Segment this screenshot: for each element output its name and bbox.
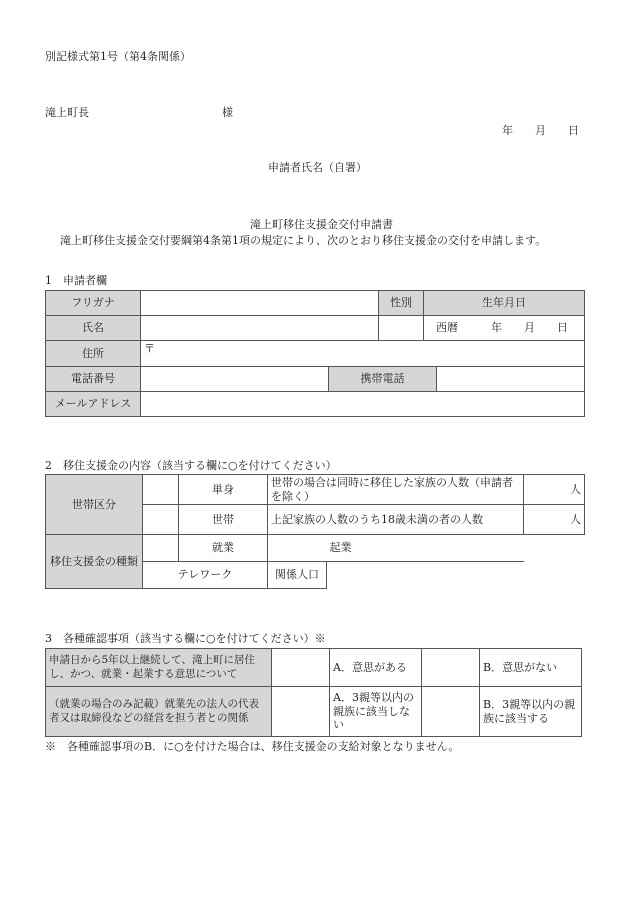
telework-label: テレワーク [143, 562, 268, 589]
furigana-field[interactable] [141, 291, 379, 316]
related-pop-label: 関係人口 [268, 562, 327, 589]
family-count-label: 世帯の場合は同時に移住した家族の人数（申請者を除く） [268, 475, 524, 505]
startup-mark[interactable] [268, 535, 327, 562]
confirmation-table [45, 648, 582, 737]
under18-label: 上記家族の人数のうち18歳未満の者の人数 [268, 505, 524, 535]
mobile-field[interactable] [437, 367, 585, 392]
addressee: 滝上町長 [45, 106, 89, 119]
date-line: 年 月 日 [502, 124, 579, 137]
gender-field[interactable] [379, 316, 424, 341]
applicant-table [45, 290, 585, 417]
address-label: 住所 [46, 341, 141, 367]
single-label: 単身 [179, 475, 268, 505]
form-title: 滝上町移住支援金交付申請書 [250, 218, 393, 231]
q1-a-label: A．意思がある [330, 649, 422, 687]
under18-field[interactable]: 人 [524, 505, 585, 535]
note: ※ 各種確認事項のB．に○を付けた場合は、移住支援金の支給対象となりません。 [45, 740, 460, 753]
gender-label: 性別 [379, 291, 424, 316]
household-type-label: 世帯区分 [46, 475, 143, 535]
q2-a-mark[interactable] [272, 687, 330, 737]
section2-heading: 2 移住支援金の内容（該当する欄に○を付けてください） [45, 459, 337, 472]
mobile-label: 携帯電話 [329, 367, 437, 392]
section3-heading: 3 各種確認事項（該当する欄に○を付けてください）※ [45, 632, 326, 645]
q1-label: 申請日から5年以上継続して、滝上町に居住し、かつ、就業・起業する意思について [46, 649, 272, 687]
q2-b-mark[interactable] [422, 687, 480, 737]
intro-text: 滝上町移住支援金交付要綱第4条第1項の規定により、次のとおり移住支援金の交付を申請します。 [60, 234, 547, 247]
support-table [45, 474, 585, 589]
form-id: 別記様式第1号（第4条関係） [45, 50, 191, 63]
household-label: 世帯 [179, 505, 268, 535]
q2-label: （就業の場合のみ記載）就業先の法人の代表者又は取締役などの経営を担う者との関係 [46, 687, 272, 737]
q1-b-mark[interactable] [422, 649, 480, 687]
birthdate-label: 生年月日 [424, 291, 585, 316]
section1-heading: 1 申請者欄 [45, 274, 107, 287]
email-label: メールアドレス [46, 392, 141, 417]
honorific: 様 [222, 106, 233, 119]
q1-b-label: B．意思がない [480, 649, 582, 687]
address-field[interactable]: 〒 [141, 341, 585, 367]
household-mark[interactable] [143, 505, 179, 535]
phone-label: 電話番号 [46, 367, 141, 392]
single-mark[interactable] [143, 475, 179, 505]
furigana-label: フリガナ [46, 291, 141, 316]
support-type-label: 移住支援金の種類 [46, 535, 143, 589]
birthdate-field[interactable]: 西暦 年 月 日 [424, 316, 585, 341]
q2-b-label: B．3親等以内の親族に該当する [480, 687, 582, 737]
employment-label: 就業 [179, 535, 268, 562]
email-field[interactable] [141, 392, 585, 417]
name-field[interactable] [141, 316, 379, 341]
phone-field[interactable] [141, 367, 329, 392]
employment-mark[interactable] [143, 535, 179, 562]
q2-a-label: A．3親等以内の親族に該当しない [330, 687, 422, 737]
startup-label: 起業 [327, 535, 524, 562]
q1-a-mark[interactable] [272, 649, 330, 687]
name-label: 氏名 [46, 316, 141, 341]
family-count-field[interactable]: 人 [524, 475, 585, 505]
applicant-name-label: 申請者氏名（自署） [268, 161, 367, 174]
